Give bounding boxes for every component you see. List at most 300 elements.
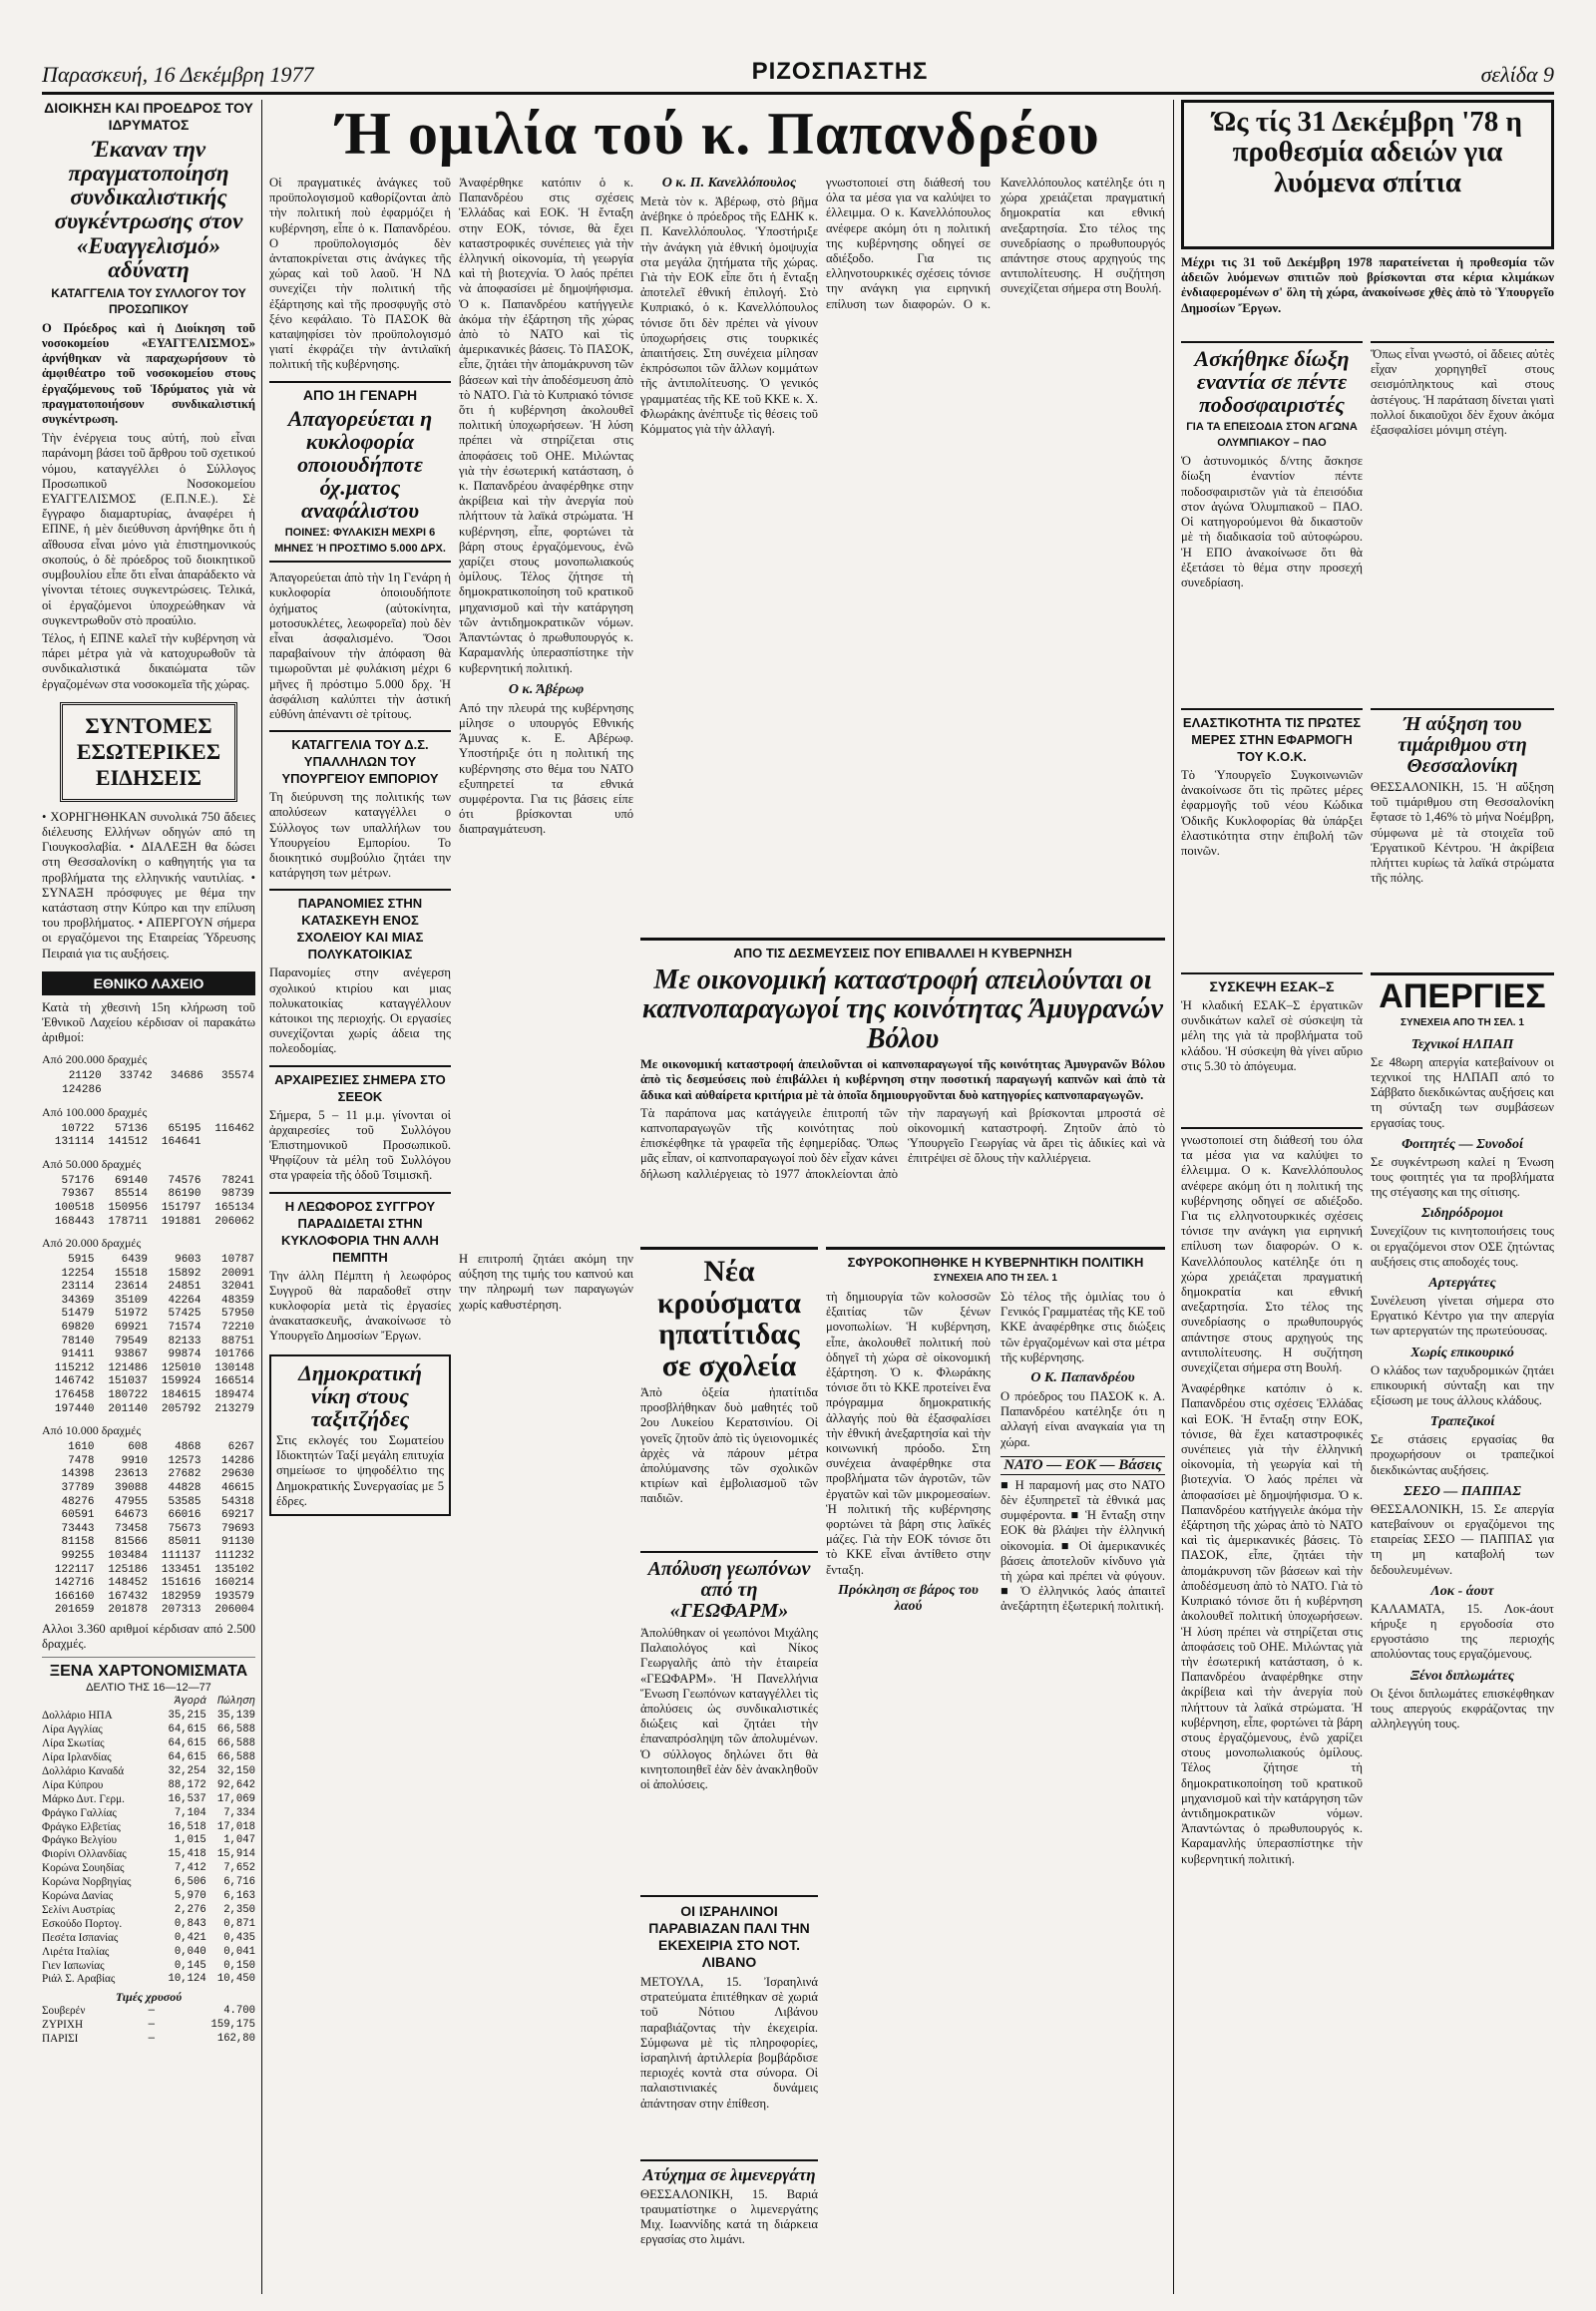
lotto-number: 69820 — [61, 1322, 95, 1335]
lotto-number: 73443 — [61, 1522, 95, 1535]
table-row — [42, 1375, 255, 1389]
lotto-number: 103484 — [108, 1549, 148, 1562]
fx-rate: 0,871 — [223, 1917, 255, 1930]
fx-currency: Φράγκο Γαλλίας — [42, 1806, 117, 1819]
headline: Απόλυση γεωπόνων από τη «ΓΕΩΦΑΡΜ» — [647, 1558, 811, 1622]
lotto-prize-head: Από 200.000 δραχμές — [42, 1052, 148, 1067]
lotto-number: 35574 — [220, 1070, 254, 1083]
table-row — [42, 1765, 255, 1779]
lead: Ο Πρόεδρος καὶ ἡ Διοίκηση τοῦ νοσοκομείου «ΕΥΑΓΓΕΛΙΣΜΟΣ» ἀρνήθηκαν νὰ παραχωρήσουν τὸ ἀμφιθέατρο τοῦ νοσοκομείου στους ἐργαζόμενους τοῦ Ἱδρύματος γιὰ νὰ πραγματοποιήσουν συνδικαλιστική συγκέντρωση. — [42, 320, 255, 427]
subhead: Πρόκληση σε βάρος του λαού — [838, 1582, 979, 1614]
lotto-prize-head: Από 50.000 δραχμές — [42, 1156, 142, 1171]
lotto-number: 151616 — [161, 1577, 201, 1590]
fx-rate: 64,615 — [168, 1750, 206, 1763]
lotto-number: 69140 — [114, 1174, 148, 1187]
subhead: Ο Κ. Παπανδρέου — [1030, 1370, 1135, 1386]
fx-rate: 6,716 — [223, 1876, 255, 1889]
headline: Ασκήθηκε δίωξη εναντία σε πέντε ποδοσφαιριστές — [1194, 346, 1350, 418]
lotto-number: 73458 — [114, 1522, 148, 1535]
strike-text: Σε στάσεις εργασίας θα προχωρήσουν οι τραπεζικοί διεκδικώντας αυξήσεις. — [1371, 1432, 1554, 1477]
lotto-number: 159924 — [161, 1375, 201, 1388]
fx-rate: 35,139 — [216, 1710, 255, 1723]
fx-rate: 2,350 — [223, 1903, 255, 1916]
strike-subhead: Λοκ - άουτ — [1430, 1583, 1494, 1599]
gold-table — [42, 2005, 255, 2047]
article-body: Η επιτροπή ζητάει ακόμη την αύξηση της τιμής του καπνού και την πληρωμή των παραγωγών χωρίς καθυστέρηση. — [459, 1252, 633, 1312]
subhead: ΝΑΤΟ — ΕΟΚ — Βάσεις — [1000, 1456, 1165, 1475]
lotto-number: 78241 — [220, 1174, 254, 1187]
fx-rate: 7,104 — [174, 1806, 206, 1819]
lotto-number: 46615 — [220, 1482, 254, 1495]
fx-currency: Λίρα Κύπρου — [42, 1778, 104, 1791]
lotto-number: 44828 — [168, 1482, 201, 1495]
lotto-number: 69217 — [220, 1509, 254, 1522]
fx-currency: Κορώνα Νορβηγίας — [42, 1876, 132, 1889]
lotto-number: 12254 — [61, 1267, 95, 1280]
fx-currency: Γιεν Ιαπωνίας — [42, 1959, 105, 1972]
fx-currency: Φράγκο Βελγίου — [42, 1834, 118, 1847]
lotto-number: 168443 — [54, 1215, 95, 1228]
table-row — [42, 2033, 255, 2047]
headline: Η ΛΕΩΦΟΡΟΣ ΣΥΓΓΡΟΥ ΠΑΡΑΔΙΔΕΤΑΙ ΣΤΗΝ ΚΥΚΛΟΦΟΡΙΑ ΤΗΝ ΑΛΛΗ ΠΕΜΠΤΗ — [281, 1198, 439, 1265]
table-row — [42, 1577, 255, 1591]
fx-rate: 16,537 — [168, 1792, 206, 1805]
lotto-number: 130148 — [214, 1361, 254, 1374]
lotto-number: 180722 — [108, 1389, 148, 1402]
headline: ΣΥΣΚΕΨΗ ΕΣΑΚ–Σ — [1209, 978, 1335, 994]
geofarm-story — [640, 1551, 818, 1890]
lotto-prize-head: Από 10.000 δραχμές — [42, 1423, 142, 1438]
lotto-table — [42, 1070, 255, 1097]
table-row — [42, 1779, 255, 1793]
table-row — [42, 1070, 255, 1084]
headline: Νέα κρούσματα ηπατίτιδας σε σχολεία — [657, 1255, 801, 1382]
briefs-text: • ΧΟΡΗΓΗΘΗΚΑΝ συνολικά 750 ἄδειες διέλευσης Ελλήνων οδηγών από τη Γιουγκοσλαβία. • ΔΙΑΛΕΞΗ θα δώσει στη Θεσσαλονίκη ο καθηγητής για τα προβλήματα της ελληνικής ναυτιλίας. • ΣΥΝΑΞΗ πρόσφυγες με θέμα την κατάσταση στην Κύπρο και την επίλυση του προβλήματος. • ΑΠΕΡΓΟΥΝ σήμερα οι εργαζόμενοι της Εταιρείας Ύδρευσης Πειραιά για τις αυξήσεις. — [42, 809, 255, 961]
lotto-number: 79367 — [61, 1188, 95, 1201]
lotto-number: 48276 — [61, 1495, 95, 1508]
gold-price: — — [148, 2033, 155, 2046]
article-body: Σήμερα, 5 – 11 μ.μ. γίνονται οἱ ἀρχαιρεσίες τοῦ Συλλόγου Ἐπιστημονικοῦ Προσωπικοῦ. Ψηφίζουν τὰ μέλη τοῦ Συλλόγου στα γραφεία τῆς ὁδοῦ Τσιμισκῆ. — [269, 1107, 451, 1183]
article-body: Ο πρόεδρος του ΠΑΣΟΚ κ. Α. Παπανδρέου κατέληξε ότι η αλλαγή είναι αναγκαία για τη χώρα. — [1000, 1389, 1165, 1449]
lotto-number: 35109 — [114, 1294, 148, 1307]
article-body: Από την πλευρά της κυβέρνησης μίλησε ο υπουργός Εθνικής Άμυνας κ. Ε. Αβέρωφ. Υποστήριξε ότι η πολιτική της κυβέρνησης στο θέμα του ΝΑΤΟ εξυπηρετεί τα εθνικά συμφέροντα. Για τις βάσεις είπε ότι βρίσκονται υπό διαπραγμάτευση. — [459, 700, 633, 837]
table-row — [42, 1904, 255, 1918]
gold-price: 162,80 — [216, 2033, 255, 2046]
lotto-number: 37789 — [61, 1482, 95, 1495]
fx-currency: Λίρα Αγγλίας — [42, 1724, 103, 1736]
lotto-number: 5915 — [68, 1254, 95, 1267]
table-row — [42, 1455, 255, 1469]
lotto-number: 20091 — [220, 1267, 254, 1280]
lotto-number: 82133 — [168, 1335, 201, 1348]
lotto-number: 6267 — [227, 1441, 254, 1454]
fx-rate: 0,435 — [223, 1931, 255, 1944]
lotto-number: 142716 — [54, 1577, 95, 1590]
lotto-number: 65195 — [168, 1122, 201, 1135]
table-row — [42, 1336, 255, 1349]
table-row — [42, 1807, 255, 1821]
fx-rate: 7,652 — [223, 1862, 255, 1875]
headline: Ατύχημα σε λιμενεργάτη — [642, 2165, 816, 2184]
permits-story — [1181, 100, 1554, 249]
fx-rate: 6,163 — [223, 1890, 255, 1903]
lotto-number: 33742 — [119, 1070, 153, 1083]
table-row — [42, 1254, 255, 1268]
lotto-number: 15892 — [168, 1267, 201, 1280]
lotto-number: 15518 — [114, 1267, 148, 1280]
lotto-number: 91411 — [61, 1348, 95, 1361]
fx-rate: 0,843 — [174, 1917, 206, 1930]
lotto-number: 34686 — [170, 1070, 203, 1083]
lotto-number: 122117 — [54, 1563, 95, 1576]
article-body: Παρανομίες στην ανέγερση σχολικού κτιρίου και μιας πολυκατοικίας καταγγέλλουν κάτοικοι της περιοχής. Οι εργασίες συνεχίζονται χωρίς άδεια της πολεοδομίας. — [269, 965, 451, 1056]
table-row — [42, 1973, 255, 1987]
fx-rate: 6,506 — [174, 1876, 206, 1889]
strike-subhead: Ξένοι διπλωμάτες — [1409, 1668, 1515, 1684]
lotto-number: 100518 — [54, 1201, 95, 1214]
strike-text: ΘΕΣΣΑΛΟΝΙΚΗ, 15. Σε απεργία κατεβαίνουν οι εργαζόμενοι της εταιρείας ΣΕΣΟ — ΠΑΠΠΑΣ για τη μη καταβολή των δεδουλευμένων. — [1371, 1501, 1554, 1577]
table-row — [42, 1848, 255, 1862]
lotto-number: 131114 — [54, 1136, 95, 1149]
fx-rate: 32,150 — [216, 1764, 255, 1777]
lotto-number: 111137 — [161, 1549, 201, 1562]
article-body: γνωστοποιεί στη διάθεσή του όλα τα μέσα για να καλύψει το έλλειμμα. Ο κ. Κανελλόπουλος ανέφερε ακόμη ότι η πολιτική της κυβέρνησης οδηγεί σε αδιέξοδο. Για τις ελληνοτουρκικές σχέσεις τόνισε την ανάγκη για ειρηνική επίλυση των διαφορών. Ο κ. Κανελλόπουλος κατέληξε ότι η χώρα χρειάζεται πραγματική δημοκρατία και εθνική ανεξαρτησία. Στο τέλος της συνεδρίασης ο πρωθυπουργός απάντησε στους αρχηγούς της αντιπολίτευσης. Η συζήτηση συνεχίζεται σήμερα στη Βουλή. — [1181, 1133, 1363, 1375]
lotto-number: 79693 — [220, 1522, 254, 1535]
insurance-box — [269, 381, 451, 563]
column-rule — [261, 100, 262, 2294]
table-row — [42, 1188, 255, 1202]
football-story — [1181, 341, 1363, 700]
column-6-filler — [1181, 1127, 1363, 2294]
article-body: Ἀπολύθηκαν οἱ γεωπόνοι Μιχάλης Παλαιολόγος καὶ Νίκος Γεωργαλῆς ἀπὸ τὴν ἑταιρεία «ΓΕΩΦΑΡΜ». Ἡ Πανελλήνια Ἕνωση Γεωπόνων καταγγέλλει τὶς ἀπολύσεις ὡς συνδικαλιστικές διώξεις καὶ ζητάει τὴν ἐπαναπρόσληψη τῶν ἀπολυμένων. Ὁ σύλλογος δηλώνει ὅτι θὰ κινητοποιηθεῖ ἐὰν δὲν ἀνακληθοῦν οἱ ἀπολύσεις. — [640, 1626, 818, 1792]
headline: ΠΑΡΑΝΟΜΙΕΣ ΣΤΗΝ ΚΑΤΑΣΚΕΥΗ ΕΝΟΣ ΣΧΟΛΕΙΟΥ ΚΑΙ ΜΙΑΣ ΠΟΛΥΚΑΤΟΙΚΙΑΣ — [296, 896, 424, 963]
fx-currency: Κορώνα Σουηδίας — [42, 1862, 125, 1875]
port-story — [640, 2159, 818, 2294]
lotto-tail: Αλλοι 3.360 αριθμοί κέρδισαν από 2.500 δραχμές. — [42, 1621, 255, 1652]
lotto-number: 111232 — [214, 1549, 254, 1562]
column-rule — [1173, 100, 1174, 2294]
article-body: Τη διεύρυνση της πολιτικής των απολύσεων καταγγέλλει ο Σύλλογος των υπαλλήλων του Υπουργείου Εμπορίου. Το διοικητικό συμβούλιο ζητάει την κατάργηση των μέτρων. — [269, 790, 451, 881]
lotto-number: 72210 — [220, 1322, 254, 1335]
table-row — [42, 1737, 255, 1751]
headline: Ή αύξηση του τιμάριθμου στη Θεσσαλονίκη — [1397, 713, 1527, 777]
lotto-table — [42, 1123, 255, 1150]
lotto-number: 125010 — [161, 1361, 201, 1374]
table-row — [42, 1322, 255, 1336]
lotto-number: 191881 — [161, 1215, 201, 1228]
kicker: ΑΠΟ 1Η ΓΕΝΑΡΗ — [302, 386, 418, 403]
table-row — [42, 1932, 255, 1946]
lotto-number: 160214 — [214, 1577, 254, 1590]
strike-subhead: ΣΕΣΟ — ΠΑΠΠΑΣ — [1403, 1483, 1521, 1499]
article-body: Ἀπὸ ὀξεία ἠπατίτιδα προσβλήθηκαν δυὸ μαθητές τοῦ 2ου Λυκείου Κερατσινίου. Οἱ γονεῖς ζητοῦν ἀπὸ τὶς ὑγειονομικές ἀρχὲς νὰ πάρουν μέτρα ἀπολύμανσης τῶν σχολικῶν κτιρίων καὶ ἐμβολιασμοῦ τῶν παιδιῶν. — [640, 1385, 818, 1506]
article-body: ■ Η παραμονή μας στο ΝΑΤΟ δὲν ἐξυπηρετεῖ τὰ ἐθνικά μας συμφέροντα. ■ Ἡ ἔνταξη στην ΕΟΚ θὰ βλάψει τὴν ἑλληνική οἰκονομία. ■ Οἱ ἀμερικανικές βάσεις ἀποτελοῦν κίνδυνο γιὰ τὴ χώρα καὶ πρέπει νὰ φύγουν. ■ Ὁ ἐλληνικός λαός ἀπαιτεῖ ἀνεξάρτητη ἐξωτερική πολιτική. — [1000, 1477, 1165, 1614]
fx-currency: Φράγκο Ελβετίας — [42, 1820, 121, 1833]
gold-market: Σουβερέν — [42, 2005, 86, 2018]
fx-rate: 16,518 — [168, 1820, 206, 1833]
fx-rate: 2,276 — [174, 1903, 206, 1916]
fx-title: ΞΕΝΑ ΧΑΡΤΟΝΟΜΙΣΜΑΤΑ — [49, 1663, 248, 1681]
fx-rate: 10,450 — [216, 1973, 255, 1986]
lotto-table — [42, 1175, 255, 1229]
lotto-number: 53585 — [168, 1495, 201, 1508]
fx-col-buy: Άγορά — [174, 1696, 206, 1709]
lotto-number: 48359 — [220, 1294, 254, 1307]
table-row — [42, 1468, 255, 1482]
kicker: ΑΠΟ ΤΙΣ ΔΕΣΜΕΥΣΕΙΣ ΠΟΥ ΕΠΙΒΑΛΛΕΙ Η ΚΥΒΕΡΝΗΣΗ — [733, 946, 1072, 961]
israel-story — [640, 1895, 818, 2154]
fx-rate: 1,015 — [174, 1834, 206, 1847]
lotto-number: 10722 — [61, 1122, 95, 1135]
strike-subhead: Φοιτητές — Συνοδοί — [1401, 1136, 1523, 1152]
headline: ΑΡΧΑΙΡΕΣΙΕΣ ΣΗΜΕΡΑ ΣΤΟ ΣΕΕΟΚ — [274, 1071, 446, 1104]
page-number: σελίδα 9 — [1480, 62, 1554, 87]
strike-text: Ο κλάδος των ταχυδρομικών ζητάει επικουρική σύνταξη και την εξίσωση με τους άλλους κλάδους. — [1371, 1362, 1554, 1407]
table-row — [42, 1496, 255, 1510]
lotto-number: 74576 — [168, 1174, 201, 1187]
lotto-number: 135102 — [214, 1563, 254, 1576]
table-row — [42, 1876, 255, 1890]
lotto-number: 151797 — [161, 1201, 201, 1214]
fx-rate: 15,418 — [168, 1848, 206, 1861]
lotto-number: 176458 — [54, 1389, 95, 1402]
table-row — [42, 1295, 255, 1309]
headline: Ώς τίς 31 Δεκέμβρη '78 η προθεσμία αδειών για λυόμενα σπίτια — [1213, 106, 1522, 198]
strike-subhead: Τραπεζικοί — [1429, 1414, 1495, 1430]
strike-text: Οι ξένοι διπλωμάτες επισκέφθηκαν τους απεργούς εκφράζοντας την αλληλεγγύη τους. — [1371, 1686, 1554, 1731]
lotto-number: 189474 — [214, 1389, 254, 1402]
lotto-number: 57176 — [61, 1174, 95, 1187]
lotto-table — [42, 1254, 255, 1416]
column-5 — [826, 176, 1165, 934]
lotto-number: 6439 — [121, 1254, 148, 1267]
lotto-number: 42264 — [168, 1294, 201, 1307]
lotto-number: 101766 — [214, 1348, 254, 1361]
column-3-continued — [459, 1252, 633, 2294]
article-body: Ἀναφέρθηκε κατόπιν ὁ κ. Παπανδρέου στις σχέσεις Ἑλλάδας καὶ ΕΟΚ. Ἡ ἔνταξη στην ΕΟΚ, τόνισε, θὰ ἔχει καταστροφικές συνέπειες γιὰ τὴν ἑλληνική οἰκονομία, τὴ γεωργία καὶ τὴ βιοτεχνία. Ὁ λαός πρέπει νὰ ἀποφασίσει μὲ δημοψήφισμα. Ὁ κ. Παπανδρέου κατήγγειλε ἀκόμα τὴν ἐξάρτηση τῆς χώρας ἀπὸ τὸ ΝΑΤΟ καὶ τὶς ἀμερικανικές βάσεις. Τὸ ΠΑΣΟΚ, εἶπε, ζητάει τὴν ἀπομάκρυνση τῶν βάσεων καὶ τὴν ἀποδέσμευση ἀπὸ τὸ ΝΑΤΟ. Γιὰ τὸ Κυπριακό τόνισε ὅτι ἡ κυβέρνηση ἀκολουθεῖ πολιτική ὑποχωρήσεων. Ἡ λύση πρέπει νὰ στηρίζεται στις ἀποφάσεις τοῦ ΟΗΕ. Μιλώντας γιὰ τὴν ἐσωτερική κατάσταση, ὁ κ. Παπανδρέου ἀναφέρθηκε στην ἀκρίβεια καὶ τὴν ἀνεργία ποὺ πλήττουν τὰ λαϊκά στρώματα. Ἡ κυβέρνηση, εἶπε, φορτώνει τὰ βάρη στους ἐργαζόμενους, ἐνῶ χαρίζει στους μονοπωλιακούς ὁμίλους. Τέλος ζήτησε τὴ δημοκρατικοποίηση τοῦ κρατικοῦ μηχανισμοῦ καὶ τὴν κατάργηση τῶν ἀντιδημοκρατικῶν νόμων. Ἀπαντώντας ὁ πρωθυπουργός κ. Καραμανλής ὑπερασπίστηκε τὴν κυβερνητική πολιτική. — [1181, 1381, 1363, 1866]
column-3 — [459, 176, 633, 1427]
article-body: Στις εκλογές του Σωματείου Ιδιοκτητών Ταξί μεγάλη επιτυχία σημείωσε το ψηφοδέλτιο της Δημοκρατικής Συνεργασίας με 5 έδρες. — [276, 1432, 444, 1508]
lotto-number: 150956 — [108, 1201, 148, 1214]
fx-currency: Κορώνα Δανίας — [42, 1890, 114, 1903]
lotto-number: 1610 — [68, 1441, 95, 1454]
lotto-intro: Κατὰ τὴ χθεσινὴ 15η κλήρωση τοῦ Ἐθνικοῦ Λαχείου κέρδισαν οἱ παρακάτω ἀριθμοί: — [42, 999, 255, 1045]
continued-label: ΣΥΝΕΧΕΙΑ ΑΠΟ ΤΗ ΣΕΛ. 1 — [934, 1273, 1057, 1284]
headline: Με οικονομική καταστροφή απειλούνται οι καπνοπαραγωγοί της κοινότητας Άμυγρανών Βόλου — [642, 964, 1163, 1054]
gold-price: — — [148, 2005, 155, 2018]
table-row — [42, 1509, 255, 1523]
fx-col-sell: Πώληση — [216, 1696, 255, 1709]
fx-currency: Λίρα Σκωτίας — [42, 1737, 105, 1750]
lotto-number: 9603 — [175, 1254, 201, 1267]
lotto-number: 75673 — [168, 1522, 201, 1535]
strikes-story — [1371, 972, 1554, 2294]
lotto-number: 201140 — [108, 1402, 148, 1415]
table-row — [42, 2019, 255, 2033]
column-2 — [269, 176, 451, 2295]
fx-currency: Δολλάριο Καναδά — [42, 1764, 125, 1777]
fx-rate: 66,588 — [216, 1737, 255, 1750]
lotto-number — [154, 1084, 204, 1098]
lotto-number: 88751 — [220, 1335, 254, 1348]
lotto-number: 116462 — [214, 1122, 254, 1135]
fx-table — [42, 1696, 255, 1987]
table-row — [42, 1136, 255, 1150]
table-row — [42, 1918, 255, 1932]
esak-story — [1181, 972, 1363, 1122]
lotto-number: 167432 — [108, 1590, 148, 1603]
lotto-number: 23613 — [114, 1468, 148, 1481]
lotto-number: 79549 — [114, 1335, 148, 1348]
subhead: ΠΟΙΝΕΣ: ΦΥΛΑΚΙΣΗ ΜΕΧΡΙ 6 ΜΗΝΕΣ Ή ΠΡΟΣΤΙΜΟ 5.000 ΔΡΧ. — [274, 527, 446, 556]
permits-body-wrap — [1371, 341, 1554, 700]
kok-story — [1181, 708, 1363, 967]
strike-subhead: Τεχνικοί ΗΛΠΑΠ — [1410, 1036, 1514, 1052]
table-row — [42, 1389, 255, 1403]
thessaloniki-story — [1371, 708, 1554, 967]
table-row — [42, 1710, 255, 1724]
main-headline-wrap — [269, 96, 1167, 180]
table-row — [42, 1536, 255, 1550]
table-row — [42, 1202, 255, 1216]
lotto-number: 85011 — [168, 1536, 201, 1549]
table-row — [42, 1281, 255, 1295]
lotto-number: 99874 — [168, 1348, 201, 1361]
lotto-number: 205792 — [161, 1402, 201, 1415]
masthead: ΡΙΖΟΣΠΑΣΤΗΣ — [751, 58, 929, 85]
headline: ΟΙ ΙΣΡΑΗΛΙΝΟΙ ΠΑΡΑΒΙΑΖΑΝ ΠΑΛΙ ΤΗΝ ΕΚΕΧΕΙΡΙΑ ΣΤΟ ΝΟΤ. ΛΙΒΑΝΟ — [648, 1903, 810, 1970]
column-1 — [42, 100, 255, 2294]
strike-text: Συνέλευση γίνεται σήμερα στο Εργατικό Κέντρο για την απεργία των αρτεργατών της πρωτεύουσας. — [1371, 1293, 1554, 1339]
lotto-number: 57136 — [114, 1122, 148, 1135]
lotto-results — [42, 1052, 255, 1618]
lotto-number: 133451 — [161, 1563, 201, 1576]
table-row — [42, 1362, 255, 1376]
lotto-number: 121486 — [108, 1361, 148, 1374]
table-row — [42, 1523, 255, 1537]
strike-text: Συνεχίζουν τις κινητοποιήσεις τους οι εργαζόμενοι στον ΟΣΕ ζητώντας αυξήσεις στις αποδοχές τους. — [1371, 1224, 1554, 1269]
lotto-number: 81566 — [114, 1536, 148, 1549]
lotto-number: 51479 — [61, 1308, 95, 1321]
table-row — [42, 1123, 255, 1137]
lotto-number: 206062 — [214, 1215, 254, 1228]
lotto-number: 51972 — [114, 1308, 148, 1321]
lotto-number: 166160 — [54, 1590, 95, 1603]
fx-rate: 5,970 — [174, 1890, 206, 1903]
article-body: ΜΕΤΟΥΛΑ, 15. Ἰσραηλινά στρατεύματα ἐπιτέθηκαν σὲ χωριά τοῦ Νότιου Λιβάνου παραβιάζοντας τὴν ἐκεχειρία. Σύμφωνα μὲ τὶς πληροφορίες, ἰσραηλινή ἀρτιλλερία βομβάρδισε περιοχές κοντὰ στα σύνορα. Οἱ παλαιστινιακές δυνάμεις ἀπάντησαν στην ἐπίθεση. — [640, 1975, 818, 2111]
fx-rate: 7,412 — [174, 1862, 206, 1875]
fx-rate: 64,615 — [168, 1737, 206, 1750]
tobacco-story — [640, 938, 1165, 1237]
table-row — [42, 1591, 255, 1605]
issue-date: Παρασκευή, 16 Δεκέμβρη 1977 — [42, 62, 314, 87]
kicker: ΔΙΟΙΚΗΣΗ ΚΑΙ ΠΡΟΕΔΡΟΣ ΤΟΥ ΙΔΡΥΜΑΤΟΣ — [44, 100, 253, 133]
table-row — [42, 1960, 255, 1974]
gold-head: Τιμές χρυσού — [115, 1990, 183, 2005]
fx-rate: 0,150 — [223, 1959, 255, 1972]
lotto-number: 124286 — [62, 1083, 102, 1096]
fx-rate: 92,642 — [216, 1778, 255, 1791]
table-row — [42, 1604, 255, 1618]
lotto-number: 197440 — [54, 1402, 95, 1415]
article-body: Μετὰ τὸν κ. Ἀβέρωφ, στὸ βῆμα ἀνέβηκε ὁ πρόεδρος τῆς ΕΔΗΚ κ. Π. Κανελλόπουλος. Ὑποστήριξε τὴν ἀνάγκη γιὰ ἐθνική ὁμοψυχία στα μεγάλα ζητήματα τῆς χώρας. Γιὰ τὴν ΕΟΚ εἶπε ὅτι ἡ ἔνταξη ἀποτελεῖ ἐθνική ἐπιλογή. Στὸ Κυπριακό, ὁ κ. Κανελλόπουλος τόνισε ὅτι δὲν πρέπει νὰ γίνουν ὑποχωρήσεις στις τουρκικές ἀπαιτήσεις. Στη συνέχεια μίλησαν ἐκπρόσωποι τῶν ἄλλων κομμάτων τῆς ἀντιπολίτευσης. Ὁ γενικός γραμματέας τῆς ΚΕ τοῦ ΚΚΕ κ. Χ. Φλωράκης ἀνέπτυξε τὶς θέσεις τοῦ Κόμματος γιὰ τὴν ἀλλαγή. — [640, 194, 818, 437]
briefs-title: ΣΥΝΤΟΜΕΣ ΕΣΩΤΕΡΙΚΕΣ ΕΙΔΗΣΕΙΣ — [76, 712, 221, 790]
lotto-number: 166514 — [214, 1375, 254, 1388]
headline: ΑΠΕΡΓΙΕΣ — [1379, 977, 1546, 1015]
fx-rate: 1,047 — [223, 1834, 255, 1847]
table-row — [42, 1564, 255, 1578]
strike-subhead: Σιδηρόδρομοι — [1421, 1206, 1503, 1222]
gold-price: — — [148, 2019, 155, 2032]
lotto-number: 29630 — [220, 1468, 254, 1481]
table-row — [42, 1550, 255, 1564]
article-body: Την άλλη Πέμπτη ἡ λεωφόρος Συγγροῦ θὰ παραδοθεῖ στην κυκλοφορία μετὰ τὶς ἐργασίες ἀνακατασκευῆς, ἀνακοίνωσε τὸ Υπουργεῖο Δημοσίων Ἔργων. — [269, 1268, 451, 1344]
headline: Δημοκρατική νίκη στους ταξιτζήδες — [298, 1359, 422, 1431]
lotto-prize-head: Από 20.000 δραχμές — [42, 1236, 142, 1251]
lotto-number: 125186 — [108, 1563, 148, 1576]
permits-lead-wrap — [1181, 255, 1554, 337]
lotto-number: 14286 — [220, 1454, 254, 1467]
article-body: Ὁ ἀστυνομικός δ/ντης ἄσκησε δίωξη ἐναντίον πέντε ποδοσφαιριστῶν γιὰ τὰ ἐπεισόδια στον ἀγώνα Ὀλυμπιακοῦ – ΠΑΟ. Οἱ κατηγορούμενοι θὰ δικαστοῦν μὲ τὴ διαδικασία τοῦ αὐτοφώρου. Ἡ ΕΠΟ ἀνακοίνωσε ὅτι θὰ ἐξετάσει τὸ θέμα στην προσεχή συνεδρίαση. — [1181, 454, 1363, 589]
fx-rate: 17,069 — [216, 1792, 255, 1805]
lotto-number: 39088 — [114, 1482, 148, 1495]
lotto-number: 115212 — [54, 1361, 95, 1374]
table-row — [42, 1441, 255, 1455]
fx-rate: 0,040 — [174, 1945, 206, 1958]
fx-rate: 66,588 — [216, 1750, 255, 1763]
fx-currency: Πεσέτα Ισπανίας — [42, 1931, 119, 1944]
lotto-number: 81158 — [61, 1536, 95, 1549]
fx-currency: Σελίνι Αυστρίας — [42, 1903, 115, 1916]
continued-label: ΣΥΝΕΧΕΙΑ ΑΠΟ ΤΗ ΣΕΛ. 1 — [1400, 1016, 1524, 1028]
fx-rate: 0,041 — [223, 1945, 255, 1958]
lotto-number: 91130 — [220, 1536, 254, 1549]
subhead: ΓΙΑ ΤΑ ΕΠΕΙΣΟΔΙΑ ΣΤΟΝ ΑΓΩΝΑ ΟΛΥΜΠΙΑΚΟΥ – ΠΑΟ — [1186, 421, 1358, 450]
lotto-number: 78140 — [61, 1335, 95, 1348]
lotto-number: 207313 — [161, 1604, 201, 1617]
subhead: Ο κ. Άβέρωφ — [508, 681, 585, 697]
fx-currency: Μάρκο Δυτ. Γερμ. — [42, 1792, 125, 1805]
article-body: Τὸ Ὑπουργεῖο Συγκοινωνιῶν ἀνακοίνωσε ὅτι τὶς πρῶτες μέρες ἐφαρμογῆς τοῦ νέου Κώδικα Ὁδικῆς Κυκλοφορίας θὰ ὑπάρξει ἐλαστικότητα στην ἐπιβολή τῶν ποινῶν. — [1181, 768, 1363, 859]
briefs-box — [60, 702, 237, 802]
table-row — [42, 1403, 255, 1417]
strike-subhead: Χωρίς επικουρικό — [1410, 1345, 1514, 1360]
lotto-number: 99255 — [61, 1549, 95, 1562]
lotto-number: 10787 — [220, 1254, 254, 1267]
fx-rate: 10,124 — [168, 1973, 206, 1986]
lotto-number: 32041 — [220, 1281, 254, 1294]
lotto-number: 206004 — [214, 1604, 254, 1617]
lotto-number: 27682 — [168, 1468, 201, 1481]
lotto-number — [103, 1084, 154, 1098]
lotto-number: 86190 — [168, 1188, 201, 1201]
fx-rate: 64,615 — [168, 1724, 206, 1736]
subhead: ΚΑΤΑΓΓΕΛΙΑ ΤΟΥ ΣΥΛΛΟΓΟΥ ΤΟΥ ΠΡΟΣΩΠΙΚΟΥ — [51, 285, 246, 316]
lotto-number: 93867 — [114, 1348, 148, 1361]
lotto-number: 57425 — [168, 1308, 201, 1321]
lotto-number: 57950 — [220, 1308, 254, 1321]
table-row — [42, 1946, 255, 1960]
main-headline: Ή ομιλία τού κ. Παπανδρέου — [336, 101, 1100, 167]
lotto-number: 64673 — [114, 1509, 148, 1522]
article-body: γνωστοποιεί στη διάθεσή του όλα τα μέσα για να καλύψει το έλλειμμα. Ο κ. Κανελλόπουλος ανέφερε ακόμη ότι η πολιτική της κυβέρνησης οδηγεί σε αδιέξοδο. Για τις ελληνοτουρκικές σχέσεις τόνισε την ανάγκη για ειρηνική επίλυση των διαφορών. Ο κ. Κανελλόπουλος κατέληξε ότι η χώρα χρειάζεται πραγματική δημοκρατία και εθνική ανεξαρτησία. Στο τέλος της συνεδρίασης ο πρωθυπουργός απάντησε στους αρχηγούς της αντιπολίτευσης. Η συζήτηση συνεχίζεται σήμερα στη Βουλή. — [826, 176, 1165, 311]
fx-currency: Λιρέτα Ιταλίας — [42, 1945, 110, 1958]
article-body: Ὅπως εἶναι γνωστό, οἱ ἄδειες αὐτὲς εἶχαν χορηγηθεῖ στους σεισμόπληκτους καὶ στους ἀστέγους. Ἡ παράταση δίνεται γιατὶ πολλοί δικαιοῦχοι δὲν ἔχουν ἀκόμα ἐξασφαλίσει μόνιμη στέγη. — [1371, 347, 1554, 438]
lotto-number: 7478 — [68, 1454, 95, 1467]
strike-text: Σε συγκέντρωση καλεί η Ένωση τους φοιτητές για τα προβλήματα της στέγασης και της σίτισης. — [1371, 1154, 1554, 1200]
headline: ΚΑΤΑΓΓΕΛΙΑ ΤΟΥ Δ.Σ. ΥΠΑΛΛΗΛΩΝ ΤΟΥ ΥΠΟΥΡΓΕΙΟΥ ΕΜΠΟΡΙΟΥ — [281, 737, 439, 787]
lotto-number: 182959 — [161, 1590, 201, 1603]
